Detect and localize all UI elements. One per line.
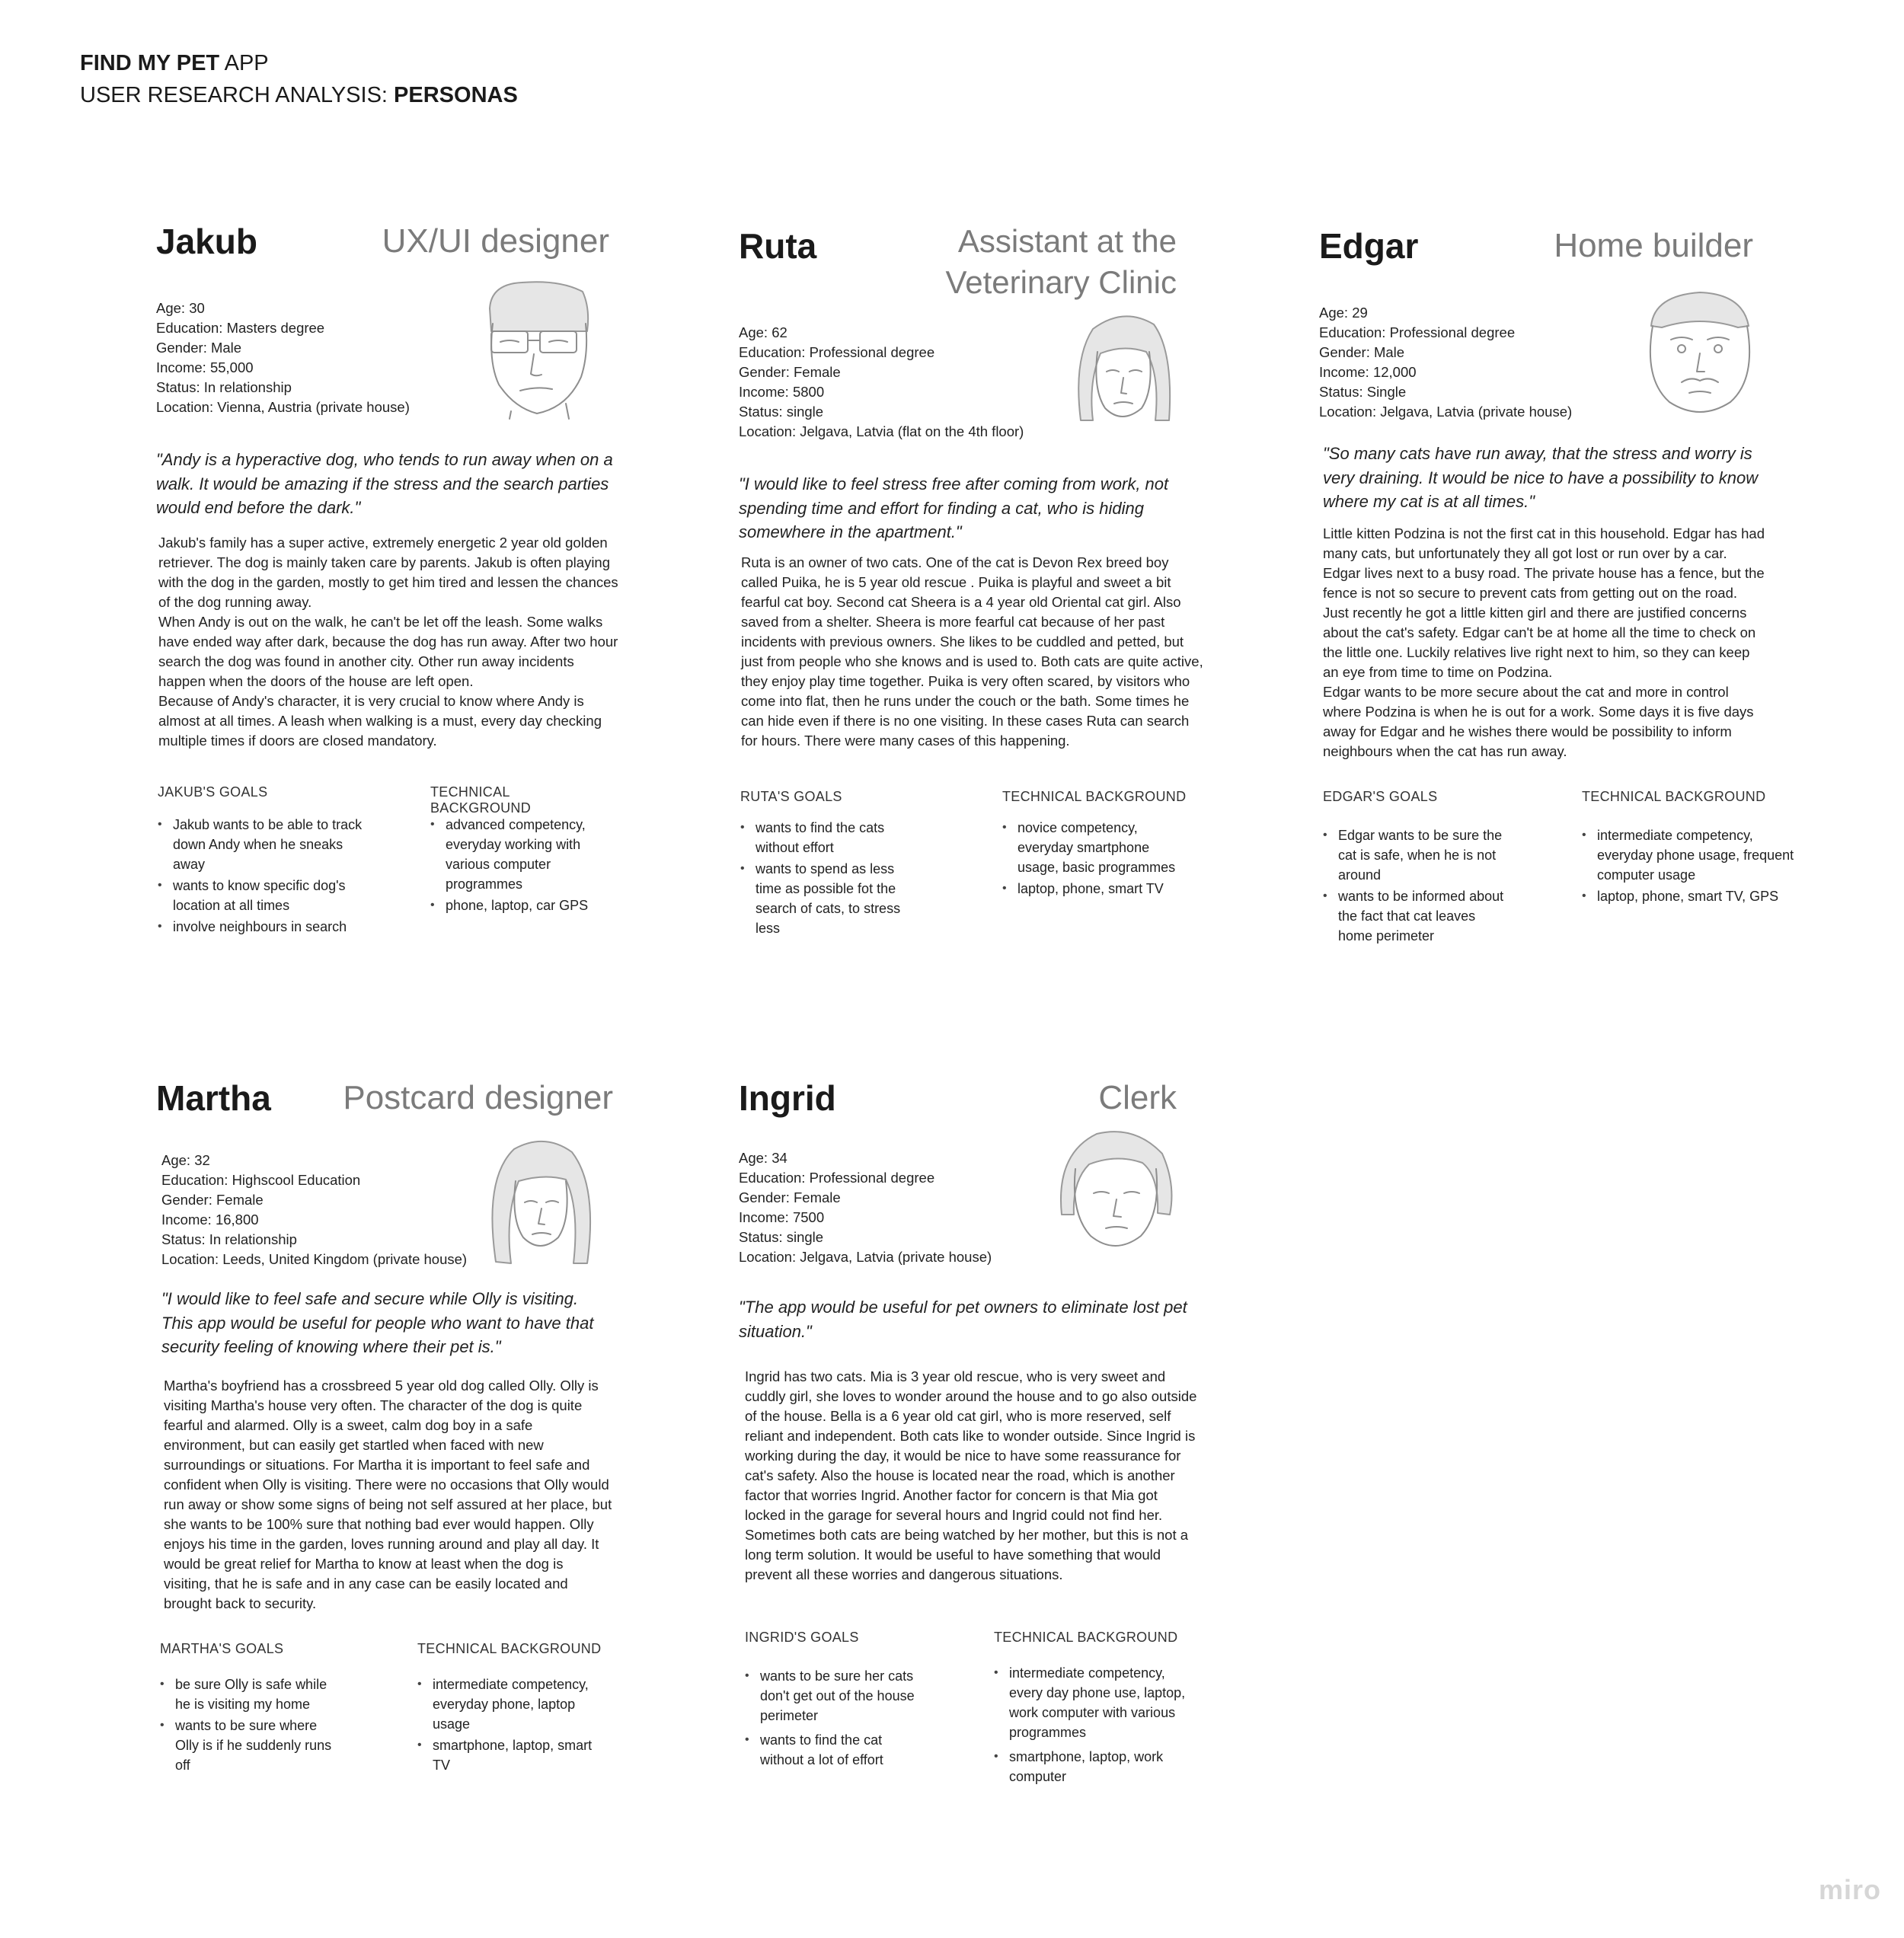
persona-facts: Age: 32 Education: Highscool Education Gender: Female Income: 16,800 Status: In relationship Location: Leeds, United Kingdom (private house) bbox=[161, 1152, 468, 1267]
persona-name: Ruta bbox=[739, 226, 817, 266]
miro-logo: miro bbox=[1818, 1874, 1881, 1905]
list-item: • intermediate competency, every day phone use, laptop, work computer with various programmes bbox=[994, 1663, 1192, 1742]
persona-description: Ruta is an owner of two cats. One of the cat is Devon Rex breed boy called Puika, he is 5 year old rescue . Puika is playful and sweet a bit fearful cat boy. Second cat Sheera is a 4 year old Oriental cat girl. Also saved from a shelter. Sheera is more fearful cat because of her past incidents with previous owners. She likes to be cuddled and petted, but just from people who she knows and is used to. Both cats are quite active, they enjoy play time together. Puika is very often scared, by visitors who come into flat, then he runs under the couch or the bath. Some times he can hide even if there is no one visiting. In these cases Ruta can search for hours. There were many cases of this happening. bbox=[741, 554, 1203, 749]
list-item: • wants to spend as less time as possible fot the search of cats, to stress less bbox=[740, 859, 915, 938]
persona-description: Little kitten Podzina is not the first cat in this household. Edgar has had many cats, but unfortunately they all got lost or run over by a car. Edgar lives next to a busy road. The private house has a fence, but the fence is not so secure to prevent cats from getting out on the road. Just recently he got a little kitten girl and there are justified concerns about the cat's safety. Edgar can't be at home all the time to check on the little one. Luckily relatives live right next to him, so they can keep an eye from time to time on Podzina. Edgar wants to be more secure about the cat and more in control where Podzina is when he is out for a work. Some days it is five days away for Edgar and he wishes there would be possibility to inform neighbours when the cat has run away. bbox=[1323, 525, 1765, 759]
persona-role: Home builder bbox=[1554, 227, 1753, 264]
woman-with-bangs-sketch-icon bbox=[1070, 306, 1177, 439]
list-item: • advanced competency, everyday working with various computer programmes bbox=[430, 815, 605, 894]
tech-list bbox=[1002, 818, 1177, 900]
persona-role: Clerk bbox=[1098, 1079, 1177, 1116]
list-item: • smartphone, laptop, smart TV bbox=[417, 1735, 608, 1775]
persona-description: Martha's boyfriend has a crossbreed 5 year old dog called Olly. Olly is visiting Martha's house very often. The character of the dog is quite fearful and alarmed. Olly is a sweet, calm dog boy in a safe environment, but can easily get startled when faced with new surroundings or situations. For Martha it is important to feel safe and confident when Olly is visiting. There were no occasions that Olly would run away or show some signs of being not self assured at her place, but she wants to be 100% sure that nothing bad ever would happen. Olly enjoys his time in the garden, loves running around and play all day. It would be great relief for Martha to know at least when the dog is visiting, that he is safe and in any case can be easily located and brought back to security. bbox=[164, 1378, 612, 1611]
persona-role: Postcard designer bbox=[343, 1079, 613, 1116]
list-item: • laptop, phone, smart TV bbox=[1002, 879, 1177, 899]
persona-quote: "I would like to feel stress free after coming from work, not spending time and effort for finding a cat, who is hiding somewhere in the apartment." bbox=[739, 474, 1169, 541]
persona-name: Edgar bbox=[1319, 226, 1419, 266]
list-item: • intermediate competency, everyday phone usage, frequent computer usage bbox=[1582, 825, 1795, 885]
persona-facts: Age: 62 Education: Professional degree Gender: Female Income: 5800 Status: single Location: Jelgava, Latvia (flat on the 4th floor) bbox=[739, 324, 1024, 439]
list-item: • wants to find the cats without effort bbox=[740, 818, 915, 857]
goals-title: INGRID'S GOALS bbox=[745, 1630, 859, 1645]
man-with-glasses-sketch-icon bbox=[476, 278, 598, 423]
header-line-1: FIND MY PET APP bbox=[80, 51, 269, 75]
list-item: • wants to be informed about the fact that cat leaves home perimeter bbox=[1323, 886, 1513, 946]
list-item: • intermediate competency, everyday phone, laptop usage bbox=[417, 1675, 608, 1734]
persona-facts: Age: 29 Education: Professional degree Gender: Male Income: 12,000 Status: Single Location: Jelgava, Latvia (private house) bbox=[1319, 305, 1573, 420]
goals-title: MARTHA'S GOALS bbox=[160, 1641, 284, 1656]
header-line-2: USER RESEARCH ANALYSIS: PERSONAS bbox=[80, 83, 518, 107]
goals-list bbox=[740, 818, 915, 940]
goals-title: RUTA'S GOALS bbox=[740, 789, 842, 804]
persona-name: Ingrid bbox=[739, 1078, 836, 1118]
persona-quote: "Andy is a hyperactive dog, who tends to run away when on a walk. It would be amazing if the stress and the search parties would end before the dark." bbox=[156, 450, 613, 517]
tech-title: TECHNICAL BACKGROUND bbox=[430, 784, 532, 816]
goals-list bbox=[160, 1675, 335, 1777]
man-with-mustache-sketch-icon bbox=[1639, 288, 1761, 421]
list-item: • laptop, phone, smart TV, GPS bbox=[1582, 886, 1795, 906]
persona-facts: Age: 34 Education: Professional degree Gender: Female Income: 7500 Status: single Location: Jelgava, Latvia (private house) bbox=[739, 1150, 992, 1265]
page-header bbox=[80, 47, 518, 111]
persona-role: Assistant at the Veterinary Clinic bbox=[945, 223, 1177, 300]
list-item: • wants to be sure her cats don't get out of the house perimeter bbox=[745, 1666, 928, 1726]
list-item: • wants to find the cat without a lot of effort bbox=[745, 1730, 928, 1770]
goals-title: JAKUB'S GOALS bbox=[158, 784, 268, 800]
list-item: • phone, laptop, car GPS bbox=[430, 896, 605, 915]
list-item: • be sure Olly is safe while he is visiting my home bbox=[160, 1675, 335, 1714]
list-item: • smartphone, laptop, work computer bbox=[994, 1747, 1192, 1786]
goals-list bbox=[745, 1666, 928, 1771]
tech-title: TECHNICAL BACKGROUND bbox=[1002, 789, 1187, 804]
list-item: • wants to be sure where Olly is if he suddenly runs off bbox=[160, 1716, 335, 1775]
woman-shoulder-hair-sketch-icon bbox=[1051, 1123, 1180, 1264]
tech-list bbox=[994, 1663, 1192, 1788]
app-name: FIND MY PET bbox=[80, 51, 220, 75]
tech-list bbox=[417, 1675, 608, 1777]
section-title: PERSONAS bbox=[394, 83, 518, 107]
list-item: • Edgar wants to be sure the cat is safe, when he is not around bbox=[1323, 825, 1513, 885]
persona-quote: "So many cats have run away, that the stress and worry is very draining. It would be nice to have a possibility to know where my cat is at all times." bbox=[1323, 444, 1759, 511]
persona-description: Ingrid has two cats. Mia is 3 year old rescue, who is very sweet and cuddly girl, she loves to wonder around the house and to go also outside of the house. Bella is a 6 year old cat girl, who is more reserved, self reliant and independent. Both cats like to wonder outside. Since Ingrid is working during the day, it would be nice to have some reassurance for cat's safety. Also the house is located near the road, which is another factor that worries Ingrid. Another factor for concern is that Mia got locked in the garage for several hours and Ingrid could not find her. Sometimes both cats are being watched by her mother, but this is not a long term solution. It would be useful to have something that would prevent all these worries and dangerous situations. bbox=[745, 1368, 1197, 1582]
persona-name: Martha bbox=[156, 1078, 271, 1118]
tech-list bbox=[1582, 825, 1795, 908]
woman-long-hair-sketch-icon bbox=[484, 1132, 598, 1273]
goals-list bbox=[1323, 825, 1513, 947]
tech-title: TECHNICAL BACKGROUND bbox=[994, 1630, 1178, 1645]
persona-quote: "I would like to feel safe and secure while Olly is visiting. This app would be useful for people who want to have that security feeling of knowing where their pet is." bbox=[161, 1289, 594, 1356]
persona-facts: Age: 30 Education: Masters degree Gender: Male Income: 55,000 Status: In relationship Location: Vienna, Austria (private house) bbox=[156, 300, 410, 415]
persona-role: UX/UI designer bbox=[382, 222, 609, 260]
persona-description: Jakub's family has a super active, extremely energetic 2 year old golden retriever. The dog is mainly taken care by parents. Jakub is often playing with the dog in the garden, mostly to get him tired and lessen the chances of the dog running away. When Andy is out on the walk, he can't be let off the leash. Some walks have ended way after dark, because the dog has run away. After two hour search the dog was found in another city. Other run away incidents happen when the doors of the house are left open. Because of Andy's character, it is very crucial to know where Andy is almost at all times. A leash when walking is a must, every day checking multiple times if doors are closed mandatory. bbox=[158, 535, 618, 749]
tech-list bbox=[430, 815, 605, 917]
list-item: • wants to know specific dog's location at all times bbox=[158, 876, 379, 915]
tech-title: TECHNICAL BACKGROUND bbox=[417, 1641, 602, 1656]
list-item: • involve neighbours in search bbox=[158, 917, 379, 937]
list-item: • Jakub wants to be able to track down Andy when he sneaks away bbox=[158, 815, 379, 874]
tech-title: TECHNICAL BACKGROUND bbox=[1582, 789, 1766, 804]
list-item: • novice competency, everyday smartphone usage, basic programmes bbox=[1002, 818, 1177, 877]
persona-quote: "The app would be useful for pet owners to eliminate lost pet situation." bbox=[739, 1298, 1187, 1341]
persona-name: Jakub bbox=[156, 222, 257, 261]
goals-list bbox=[158, 815, 379, 938]
goals-title: EDGAR'S GOALS bbox=[1323, 789, 1438, 804]
